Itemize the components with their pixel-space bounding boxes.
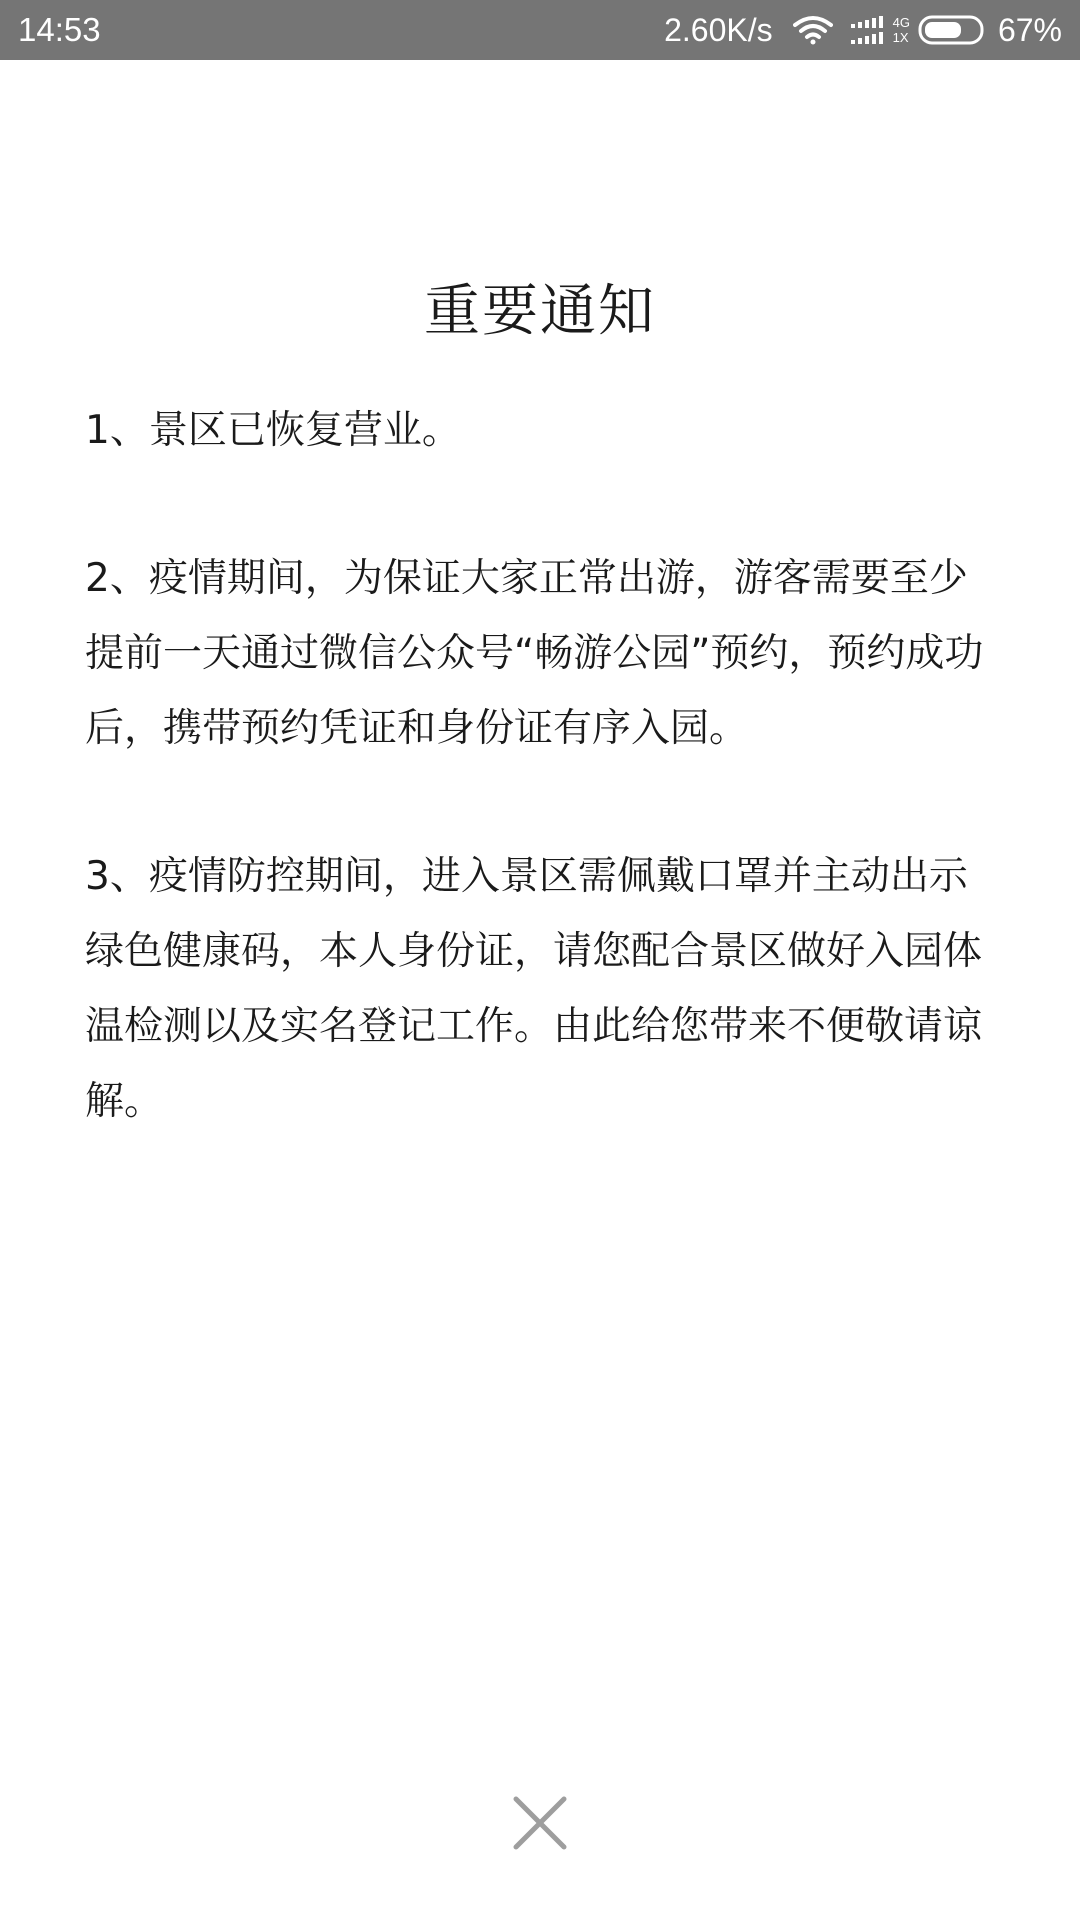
- battery-percentage: 67%: [997, 11, 1062, 48]
- notice-title: 重要通知: [424, 279, 656, 344]
- notice-item-2: 2、疫情期间，为保证大家正常出游，游客需要至少提前一天通过微信公众号“畅游公园”预约，预约成功后，携带预约凭证和身份证有序入园。: [85, 556, 984, 751]
- network-type-top: 4G: [892, 15, 910, 30]
- wifi-icon: [793, 15, 833, 45]
- notice-page: [0, 60, 1080, 1920]
- status-time: 14:53: [18, 11, 101, 48]
- signal-icon: [849, 14, 889, 46]
- notice-item-1: 1、景区已恢复营业。: [85, 408, 461, 453]
- battery-icon: [918, 15, 988, 45]
- network-speed: 2.60K/s: [664, 11, 773, 48]
- status-bar: [0, 0, 1080, 60]
- network-type: [893, 15, 910, 45]
- network-type-bottom: 1X: [892, 30, 909, 45]
- close-button[interactable]: [510, 1793, 570, 1853]
- status-indicators: [664, 12, 1062, 49]
- notice-body: [85, 393, 995, 1212]
- close-icon: [510, 1793, 570, 1853]
- notice-item-3: 3、疫情防控期间，进入景区需佩戴口罩并主动出示绿色健康码，本人身份证，请您配合景区做好入园体温检测以及实名登记工作。由此给您带来不便敬请谅解。: [85, 854, 983, 1124]
